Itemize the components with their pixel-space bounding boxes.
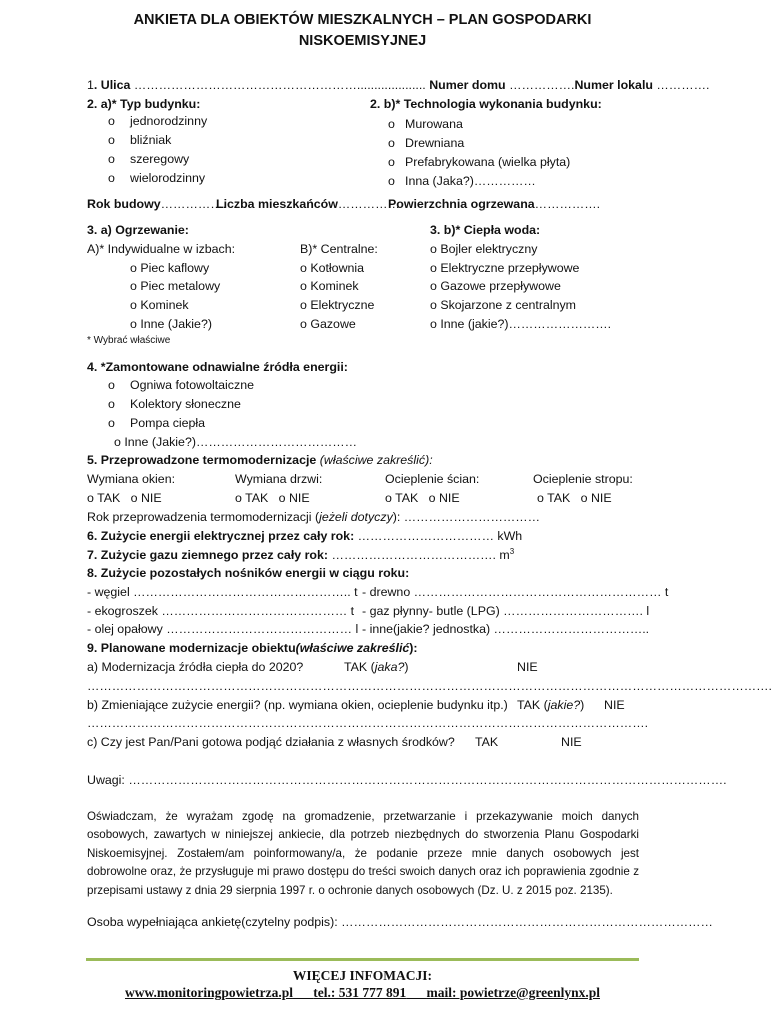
thermo-col-walls: Ocieplenie ścian: [385, 472, 480, 486]
building-type-option[interactable]: o bliźniak [108, 133, 172, 147]
heated-area-field[interactable]: ……………. [534, 197, 601, 211]
technology-option[interactable]: o Prefabrykowana (wielka płyta) [388, 155, 571, 169]
remarks-label: Uwagi: [87, 773, 129, 787]
flat-number-field[interactable]: …………. [652, 78, 710, 92]
heated-area-row [388, 197, 600, 211]
footer-contacts [0, 985, 725, 1001]
signature-row [87, 915, 713, 929]
central-heating-option[interactable]: o Elektryczne [300, 298, 375, 312]
thermo-col-ceiling: Ocieplenie stropu: [533, 472, 633, 486]
radio-circle-icon: o [388, 117, 395, 131]
individual-heating-option[interactable]: o Piec metalowy [130, 279, 221, 293]
radio-circle-icon: o [108, 133, 115, 147]
footer-heading: WIĘCEJ INFOMACJI: [292, 968, 433, 983]
question-a-text: a) Modernizacja źródła ciepła do 2020? [87, 660, 304, 674]
planned-heading-row: 9. Planowane modernizacje obiektu(właściwe zakreślić): [87, 641, 418, 655]
question-a-yes[interactable]: TAK (jaka?) [344, 660, 409, 674]
technology-option[interactable]: o Inna (Jaka?)…………… [388, 174, 536, 188]
central-heating-option[interactable]: o Kotłownia [300, 261, 365, 275]
question-c-yes[interactable]: TAK [475, 735, 499, 749]
central-heating-option[interactable]: o Kominek [300, 279, 359, 293]
heating-heading: 3. a) Ogrzewanie: [87, 223, 189, 237]
building-type-option[interactable]: o szeregowy [108, 152, 190, 166]
planned-heading: 9. Planowane modernizacje obiektu [87, 641, 296, 655]
thermo-year-row: Rok przeprowadzenia termomodernizacji (jeżeli dotyczy): …………………………… [87, 510, 541, 524]
individual-heating-option[interactable]: o Kominek [130, 298, 189, 312]
other-fuels-heading: 8. Zużycie pozostałych nośników energii w ciągu roku: [87, 566, 410, 580]
building-type-option[interactable]: o jednorodzinny [108, 114, 208, 128]
renewable-option[interactable]: o Kolektory słoneczne [108, 397, 241, 411]
thermo-yn-ceiling[interactable]: o TAK o NIE [537, 491, 612, 505]
fuel-coal-field[interactable]: - węgiel …………………………………………….. t [87, 585, 358, 599]
radio-circle-icon: o [108, 397, 115, 411]
planned-heading-note: (właściwe zakreślić [295, 641, 410, 655]
footer-mail-link[interactable]: mail: powietrze@greenlynx.pl [426, 985, 600, 1000]
technology-option[interactable]: o Murowana [388, 117, 463, 131]
thermo-yn-doors[interactable]: o TAK o NIE [235, 491, 310, 505]
remarks-row [87, 773, 727, 787]
thermo-year-note: jeżeli dotyczy [319, 510, 393, 524]
hot-water-heading: 3. b)* Ciepła woda: [430, 223, 541, 237]
footer-website-link[interactable]: www.monitoringpowietrza.pl [124, 985, 293, 1000]
electricity-label: 6. Zużycie energii elektrycznej przez cały rok: [87, 529, 355, 543]
fuel-oil-field[interactable]: - olej opałowy ……………………………………… l [87, 622, 359, 636]
street-label: . Ulica [93, 78, 131, 92]
electricity-field[interactable]: …………………………… kWh [354, 529, 523, 543]
gas-row [87, 547, 514, 562]
radio-circle-icon: o [108, 416, 115, 430]
fuel-ecopea-field[interactable]: - ekogroszek ……………………………………… t [87, 604, 355, 618]
question-b-no[interactable]: NIE [604, 698, 625, 712]
footer-phone[interactable]: tel.: 531 777 891 [313, 985, 407, 1000]
hot-water-option[interactable]: o Gazowe przepływowe [430, 279, 561, 293]
signature-label: Osoba wypełniająca ankietę(czytelny podpis): [87, 915, 342, 929]
radio-circle-icon: o [108, 378, 115, 392]
individual-heating-option[interactable]: o Piec kaflowy [130, 261, 210, 275]
build-year-row [87, 197, 226, 211]
thermo-year-field[interactable]: ): …………………………… [392, 510, 541, 524]
radio-circle-icon: o [388, 136, 395, 150]
choose-note: * Wybrać właściwe [87, 335, 171, 346]
thermo-yn-walls[interactable]: o TAK o NIE [385, 491, 460, 505]
street-field[interactable]: ……………………………………………….................... [130, 78, 430, 92]
thermo-yn-windows[interactable]: o TAK o NIE [87, 491, 162, 505]
gas-label: 7. Zużycie gazu ziemnego przez cały rok: [87, 548, 329, 563]
flat-number-label: Numer lokalu [574, 78, 653, 92]
question-b-answer-field[interactable]: ………………………………………………………………………………………………………………………. [87, 716, 649, 730]
residents-field[interactable]: …………… [337, 197, 400, 211]
form-title-line-1: ANKIETA DLA OBIEKTÓW MIESZKALNYCH – PLAN GOSPODARKI [133, 12, 592, 28]
thermo-col-doors: Wymiana drzwi: [235, 472, 323, 486]
radio-circle-icon: o [388, 174, 395, 188]
signature-field[interactable]: ……………………………………………………………………………… [341, 915, 713, 929]
build-year-label: Rok budowy [87, 197, 161, 211]
question-c-no[interactable]: NIE [561, 735, 582, 749]
footer-divider [86, 958, 639, 961]
individual-heating-label: A)* Indywidualne w izbach: [87, 242, 236, 256]
form-title-line-2: NISKOEMISYJNEJ [298, 33, 427, 49]
residents-label: Liczba mieszkańców [216, 197, 338, 211]
house-number-field[interactable]: ……………. [505, 78, 575, 92]
hot-water-option[interactable]: o Bojler elektryczny [430, 242, 538, 256]
hot-water-option[interactable]: o Elektryczne przepływowe [430, 261, 580, 275]
fuel-wood-field[interactable]: - drewno …………………………………………………… t [362, 585, 669, 599]
gas-field[interactable]: …………………………………. m [328, 548, 510, 563]
building-type-option[interactable]: o wielorodzinny [108, 171, 206, 185]
fuel-other-field[interactable]: - inne(jakie? jednostka) ……………………………….. [362, 622, 650, 636]
technology-option[interactable]: o Drewniana [388, 136, 465, 150]
question-a-no[interactable]: NIE [517, 660, 538, 674]
radio-circle-icon: o [108, 152, 115, 166]
question-a-answer-field[interactable]: …………………………………………………………………………………………………………………………………………………. [87, 679, 772, 693]
radio-circle-icon: o [108, 171, 115, 185]
central-heating-label: B)* Centralne: [300, 242, 378, 256]
thermo-heading: 5. Przeprowadzone termomodernizacje [87, 453, 317, 467]
question-c-text: c) Czy jest Pan/Pani gotowa podjąć działania z własnych środków? [87, 735, 455, 749]
hot-water-option[interactable]: o Skojarzone z centralnym [430, 298, 577, 312]
remarks-field[interactable]: ………………………………………………………………………………………………………………………………. [128, 773, 727, 787]
question-b-yes[interactable]: TAK (jakie?) [517, 698, 585, 712]
individual-heating-option[interactable]: o Inne (Jakie?) [130, 317, 212, 331]
cubic-superscript: 3 [509, 547, 515, 556]
electricity-row [87, 529, 522, 543]
renewable-other-option[interactable]: o Inne (Jakie?)………………………………… [114, 435, 358, 449]
renewable-option[interactable]: o Pompa ciepła [108, 416, 206, 430]
build-year-field[interactable]: ……………. [160, 197, 227, 211]
gdpr-declaration: Oświadczam, że wyrażam zgodę na gromadzenie, przetwarzanie i przekazywanie moich danych osobowych, zawartych w niniejszej ankiecie, dla potrzeb niezbędnych do stworzenia Planu Gospodarki Niskoemisyjnej. Zostałem/am poinformowany/a, że podanie przeze mnie danych osobowych jest dobrowolne oraz, że przysługuje mi prawo dostępu do treści swoich danych oraz ich poprawienia zgodnie z przepisami ustawy z dnia 29 sierpnia 1997 r. o ochronie danych osobowych (Dz. U. z 2015 poz. 2135). [87, 810, 639, 897]
street-num: 1 [87, 78, 94, 92]
residents-row [216, 197, 400, 211]
building-type-heading: 2. a)* Typ budynku: [87, 97, 201, 111]
fuel-lpg-field[interactable]: - gaz płynny- butle (LPG) ……………………………. l [362, 604, 650, 618]
heated-area-label: Powierzchnia ogrzewana [388, 197, 535, 211]
thermo-heading-note: (właściwe zakreślić): [316, 453, 433, 467]
thermo-heading-row [87, 453, 433, 467]
house-number-label: Numer domu [429, 78, 506, 92]
renewables-heading: 4. *Zamontowane odnawialne źródła energii: [87, 360, 348, 374]
hot-water-option[interactable]: o Inne (jakie?)……………………. [430, 317, 612, 331]
question-b-text: b) Zmieniające zużycie energii? (np. wymiana okien, ocieplenie budynku itp.) [87, 698, 508, 712]
central-heating-option[interactable]: o Gazowe [300, 317, 356, 331]
address-row [87, 78, 709, 92]
thermo-col-windows: Wymiana okien: [87, 472, 176, 486]
radio-circle-icon: o [108, 114, 115, 128]
building-technology-heading: 2. b)* Technologia wykonania budynku: [370, 97, 602, 111]
radio-circle-icon: o [388, 155, 395, 169]
renewable-option[interactable]: o Ogniwa fotowoltaiczne [108, 378, 254, 392]
